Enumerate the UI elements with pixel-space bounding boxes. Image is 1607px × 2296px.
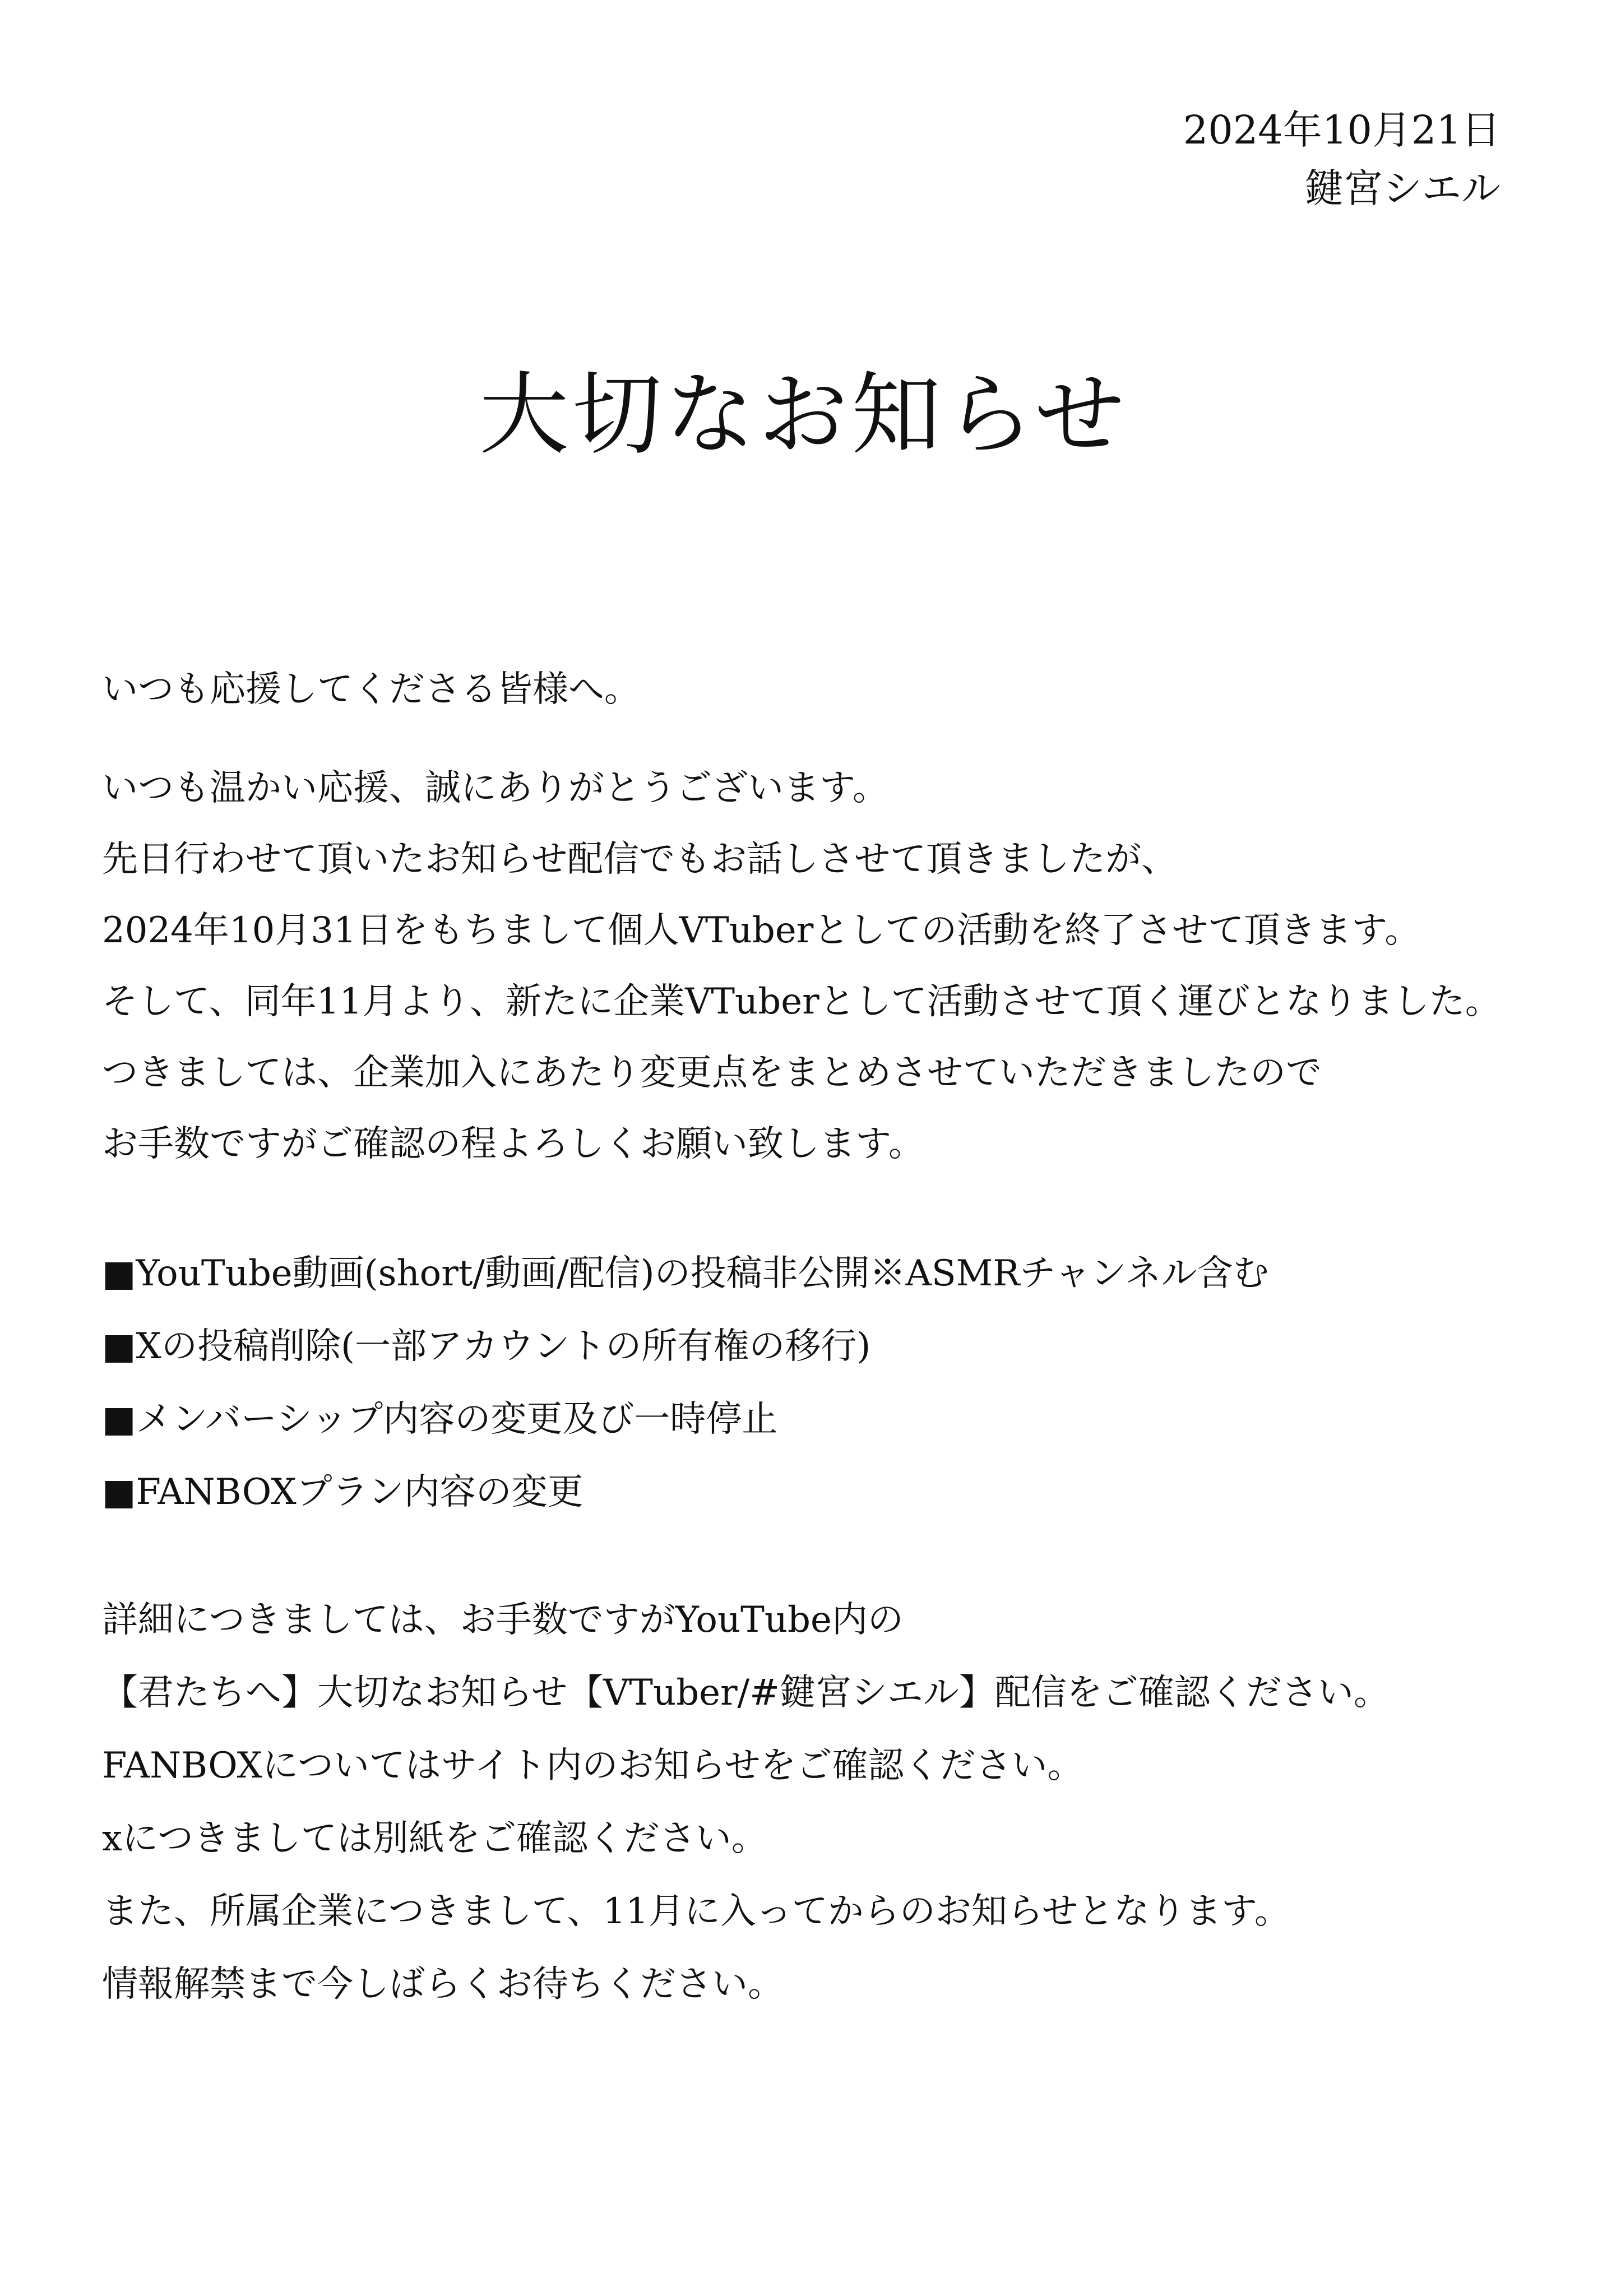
intro-line: つきましては、企業加入にあたり変更点をまとめさせていただきましたので <box>102 1052 1322 1094</box>
details-line: xにつきましては別紙をご確認ください。 <box>102 1818 767 1859</box>
document-author: 鍵宮シエル <box>1304 165 1501 211</box>
document-header <box>1183 101 1501 217</box>
intro-line: 先日行わせて頂いたお知らせ配信でもお話しさせて頂きましたが、 <box>102 839 1178 880</box>
details-line: また、所属企業につきまして、11月に入ってからのお知らせとなります。 <box>102 1891 1290 1932</box>
details-line: FANBOXについてはサイト内のお知らせをご確認ください。 <box>102 1745 1083 1786</box>
change-item: ■Xの投稿削除(一部アカウントの所有権の移行) <box>102 1326 871 1367</box>
details-line: 【君たちへ】大切なお知らせ【VTuber/#鍵宮シエル】配信をご確認ください。 <box>102 1672 1390 1714</box>
details-line: 詳細につきましては、お手数ですがYouTube内の <box>102 1599 904 1641</box>
change-item: ■メンバーシップ内容の変更及び一時停止 <box>102 1399 778 1440</box>
details-line: 情報解禁まで今しばらくお待ちください。 <box>102 1964 784 2005</box>
greeting-line: いつも応援してくださる皆様へ。 <box>102 669 640 710</box>
document-title: 大切なお知らせ <box>479 362 1128 467</box>
intro-line: そして、同年11月より、新たに企業VTuberとして活動させて頂く運びとなりました。 <box>102 981 1501 1022</box>
intro-line: お手数ですがご確認の程よろしくお願い致します。 <box>102 1123 924 1165</box>
intro-line: 2024年10月31日をもちまして個人VTuberとしての活動を終了させて頂きます。 <box>102 910 1421 951</box>
change-item: ■YouTube動画(short/動画/配信)の投稿非公開※ASMRチャンネル含む <box>102 1253 1269 1294</box>
intro-line: いつも温かい応援、誠にありがとうございます。 <box>102 767 888 809</box>
document-date: 2024年10月21日 <box>1183 107 1501 153</box>
change-item: ■FANBOXプラン内容の変更 <box>102 1471 583 1513</box>
